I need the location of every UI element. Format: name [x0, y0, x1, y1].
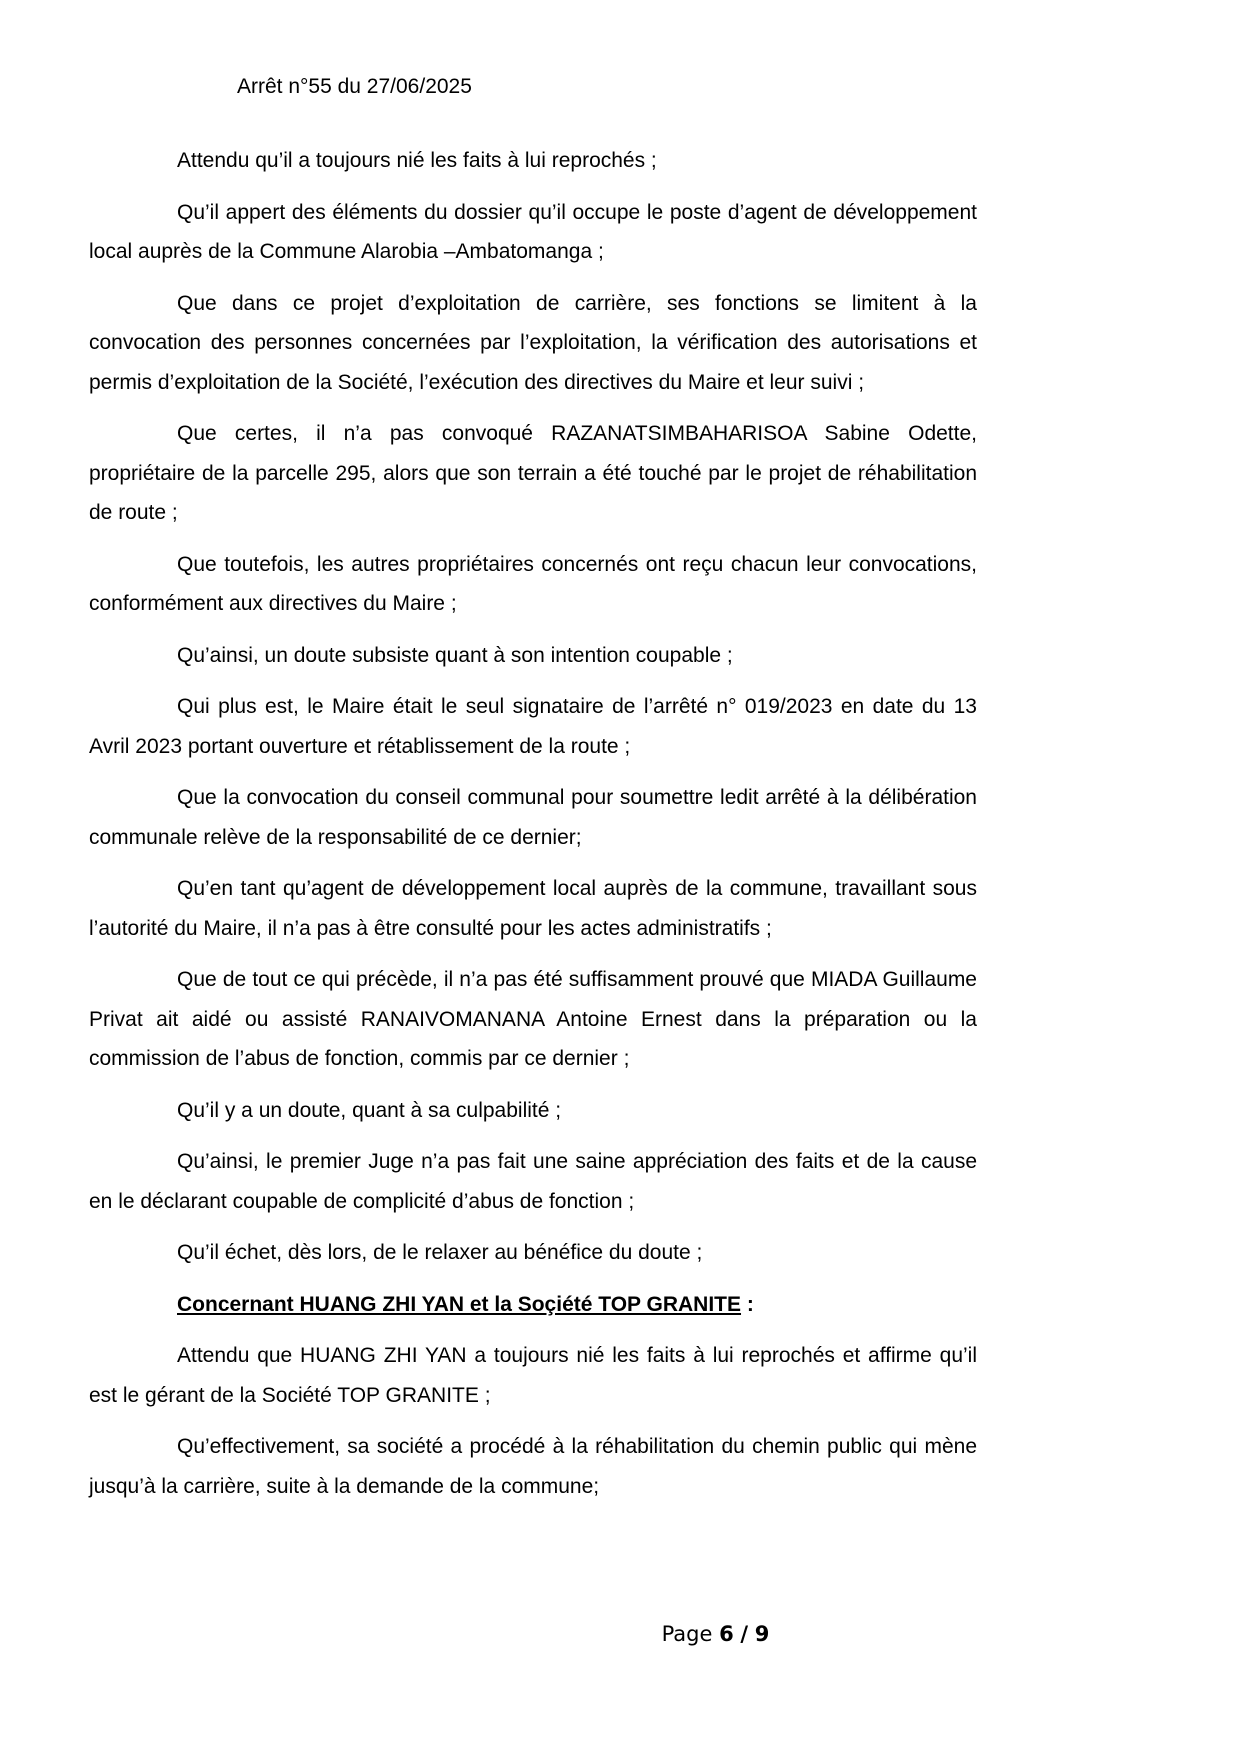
- paragraph-2: Qu’il appert des éléments du dossier qu’il occupe le poste d’agent de développement local auprès de la Commune Alarobia –Ambatomanga ;: [89, 200, 977, 263]
- document-header: [237, 72, 472, 102]
- paragraph-4: Que certes, il n’a pas convoqué RAZANATSIMBAHARISOA Sabine Odette, propriétaire de la parcelle 295, alors que son terrain a été touché par le projet de réhabilitation de route ;: [89, 422, 977, 524]
- section-heading-suffix: :: [741, 1292, 754, 1316]
- paragraph-13: Qu’il échet, dès lors, de le relaxer au bénéfice du doute ;: [177, 1241, 703, 1264]
- page-label: Page: [661, 1622, 713, 1646]
- paragraph-10: Que de tout ce qui précède, il n’a pas été suffisamment prouvé que MIADA Guillaume Privat ait aidé ou assisté RANAIVOMANANA Antoine Ernest dans la préparation ou la commission de l’abus de fonction, commis par ce dernier ;: [89, 968, 977, 1070]
- paragraph-12: Qu’ainsi, le premier Juge n’a pas fait une saine appréciation des faits et de la cause en le déclarant coupable de complicité d’abus de fonction ;: [89, 1150, 977, 1213]
- paragraph-3: Que dans ce projet d’exploitation de carrière, ses fonctions se limitent à la convocation des personnes concernées par l’exploitation, la vérification des autorisations et permis d’exploitation de la Société, l’exécution des directives du Maire et leur suivi ;: [89, 291, 977, 394]
- paragraph-7: Qui plus est, le Maire était le seul signataire de l’arrêté n° 019/2023 en date du 13 Avril 2023 portant ouverture et rétablissement de la route ;: [89, 695, 977, 758]
- page-footer: [0, 1619, 1241, 1649]
- paragraph-5: Que toutefois, les autres propriétaires concernés ont reçu chacun leur convocations, conformément aux directives du Maire ;: [89, 552, 977, 615]
- paragraph-14: Attendu que HUANG ZHI YAN a toujours nié les faits à lui reprochés et affirme qu’il est le gérant de la Société TOP GRANITE ;: [89, 1344, 977, 1407]
- document-body: [89, 141, 977, 1518]
- section-heading-text: Concernant HUANG ZHI YAN et la Soçiété TOP GRANITE: [177, 1292, 742, 1316]
- section-heading: [89, 1285, 977, 1325]
- page-current: 6: [719, 1622, 734, 1646]
- paragraph-8: Que la convocation du conseil communal pour soumettre ledit arrêté à la délibération communale relève de la responsabilité de ce dernier;: [89, 786, 977, 849]
- page-total: 9: [754, 1622, 770, 1646]
- paragraph-6: Qu’ainsi, un doute subsiste quant à son intention coupable ;: [177, 643, 733, 667]
- decision-reference: Arrêt n°55 du 27/06/2025: [237, 75, 472, 98]
- paragraph-11: Qu’il y a un doute, quant à sa culpabilité ;: [177, 1098, 562, 1122]
- page-separator: /: [740, 1622, 749, 1646]
- paragraph-15: Qu’effectivement, sa société a procédé à la réhabilitation du chemin public qui mène jusqu’à la carrière, suite à la demande de la commune;: [89, 1435, 977, 1498]
- paragraph-9: Qu’en tant qu’agent de développement local auprès de la commune, travaillant sous l’autorité du Maire, il n’a pas à être consulté pour les actes administratifs ;: [89, 877, 977, 940]
- paragraph-1: Attendu qu’il a toujours nié les faits à lui reprochés ;: [177, 149, 657, 172]
